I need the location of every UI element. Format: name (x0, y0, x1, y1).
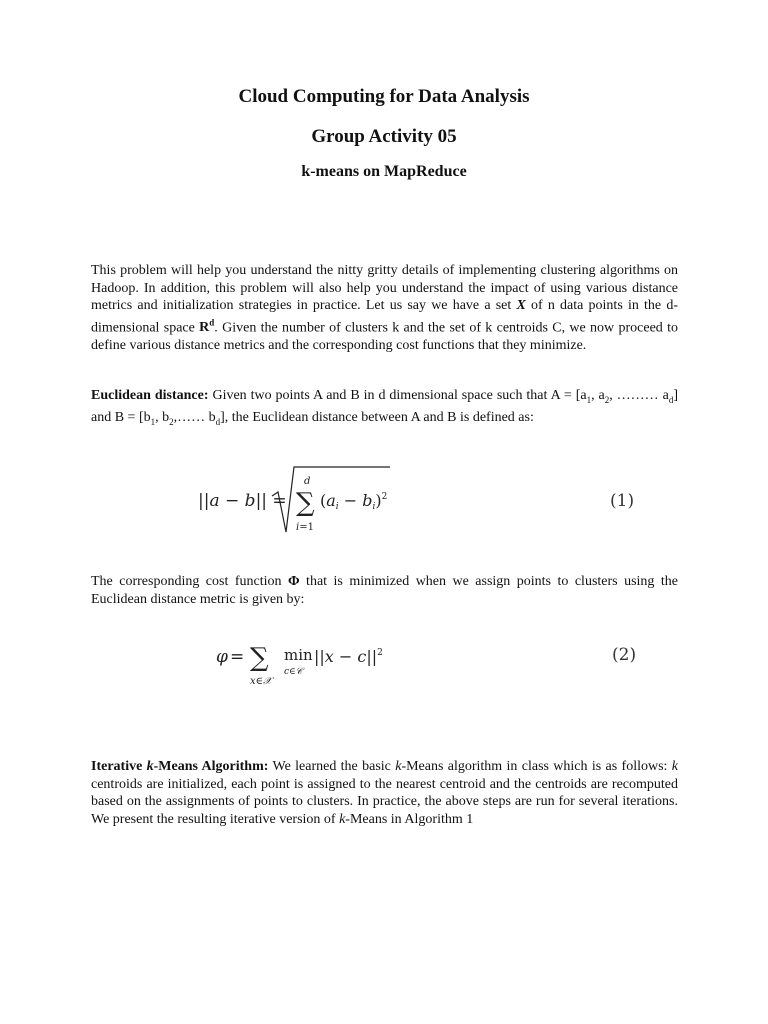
svg-text:φ: φ (216, 647, 228, 667)
svg-text:||a − b|| =: ||a − b|| = (198, 491, 287, 511)
intro-paragraph: This problem will help you understand the nitty gritty details of implementing clustering algorithms on Hadoop. In addition, this problem will also help you understand the impact of using various distance metrics and initialization strategies in practice. Let us say we have a set X of n data points in the d-dimensional space $R^d$. Given the number of clusters k and the set of k centroids C, we now proceed to define various distance metrics and the corresponding cost functions that they minimize. (91, 263, 678, 354)
svg-text:c∈𝒞: c∈𝒞 (284, 667, 303, 677)
iterative-paragraph: Iterative k-Means Algorithm: We learned the basic k-Means algorithm in class which is as follows: k centroids are initialized, each point is assigned to the nearest centroid and the centroids are recomputed based on the assignments of points to clusters. In practice, the above steps are run for several iterations. We present the resulting iterative version of k-Means in Algorithm 1 (91, 759, 678, 827)
euclidean-paragraph: Euclidean distance: Given two points A and B in d dimensional space such that $A = [a_1$, $a_2$, ……… $a_d$] and $B = [b_1$, $b_2,\dots\dots$ $b_d$], the Euclidean distance between A and B is defined as: (91, 388, 678, 428)
svg-text:min: min (284, 646, 313, 664)
svg-text:i=1: i=1 (296, 522, 314, 533)
svg-text:∑: ∑ (250, 643, 269, 673)
equation-2-number: (2) (612, 645, 637, 665)
cost-paragraph: The corresponding cost function Φ that is minimized when we assign points to clusters using the Euclidean distance metric is given by: (91, 574, 678, 607)
equation-1-number: (1) (610, 491, 635, 511)
document-topic: k-means on MapReduce (301, 163, 467, 180)
document-title: Cloud Computing for Data Analysis (238, 86, 530, 107)
euclidean-distance-formula (190, 458, 400, 538)
svg-text:=: = (230, 647, 245, 667)
svg-text:x∈𝒳: x∈𝒳 (250, 676, 272, 687)
svg-text:d: d (304, 476, 311, 487)
svg-text:∑: ∑ (296, 488, 315, 518)
document-subtitle: Group Activity 05 (311, 126, 457, 147)
svg-text:(ai − bi)2: (ai − bi)$^2$ (320, 491, 388, 512)
cost-function-formula (210, 632, 383, 688)
svg-text:||x − c||2: $||x - c||^2$ (314, 647, 383, 666)
